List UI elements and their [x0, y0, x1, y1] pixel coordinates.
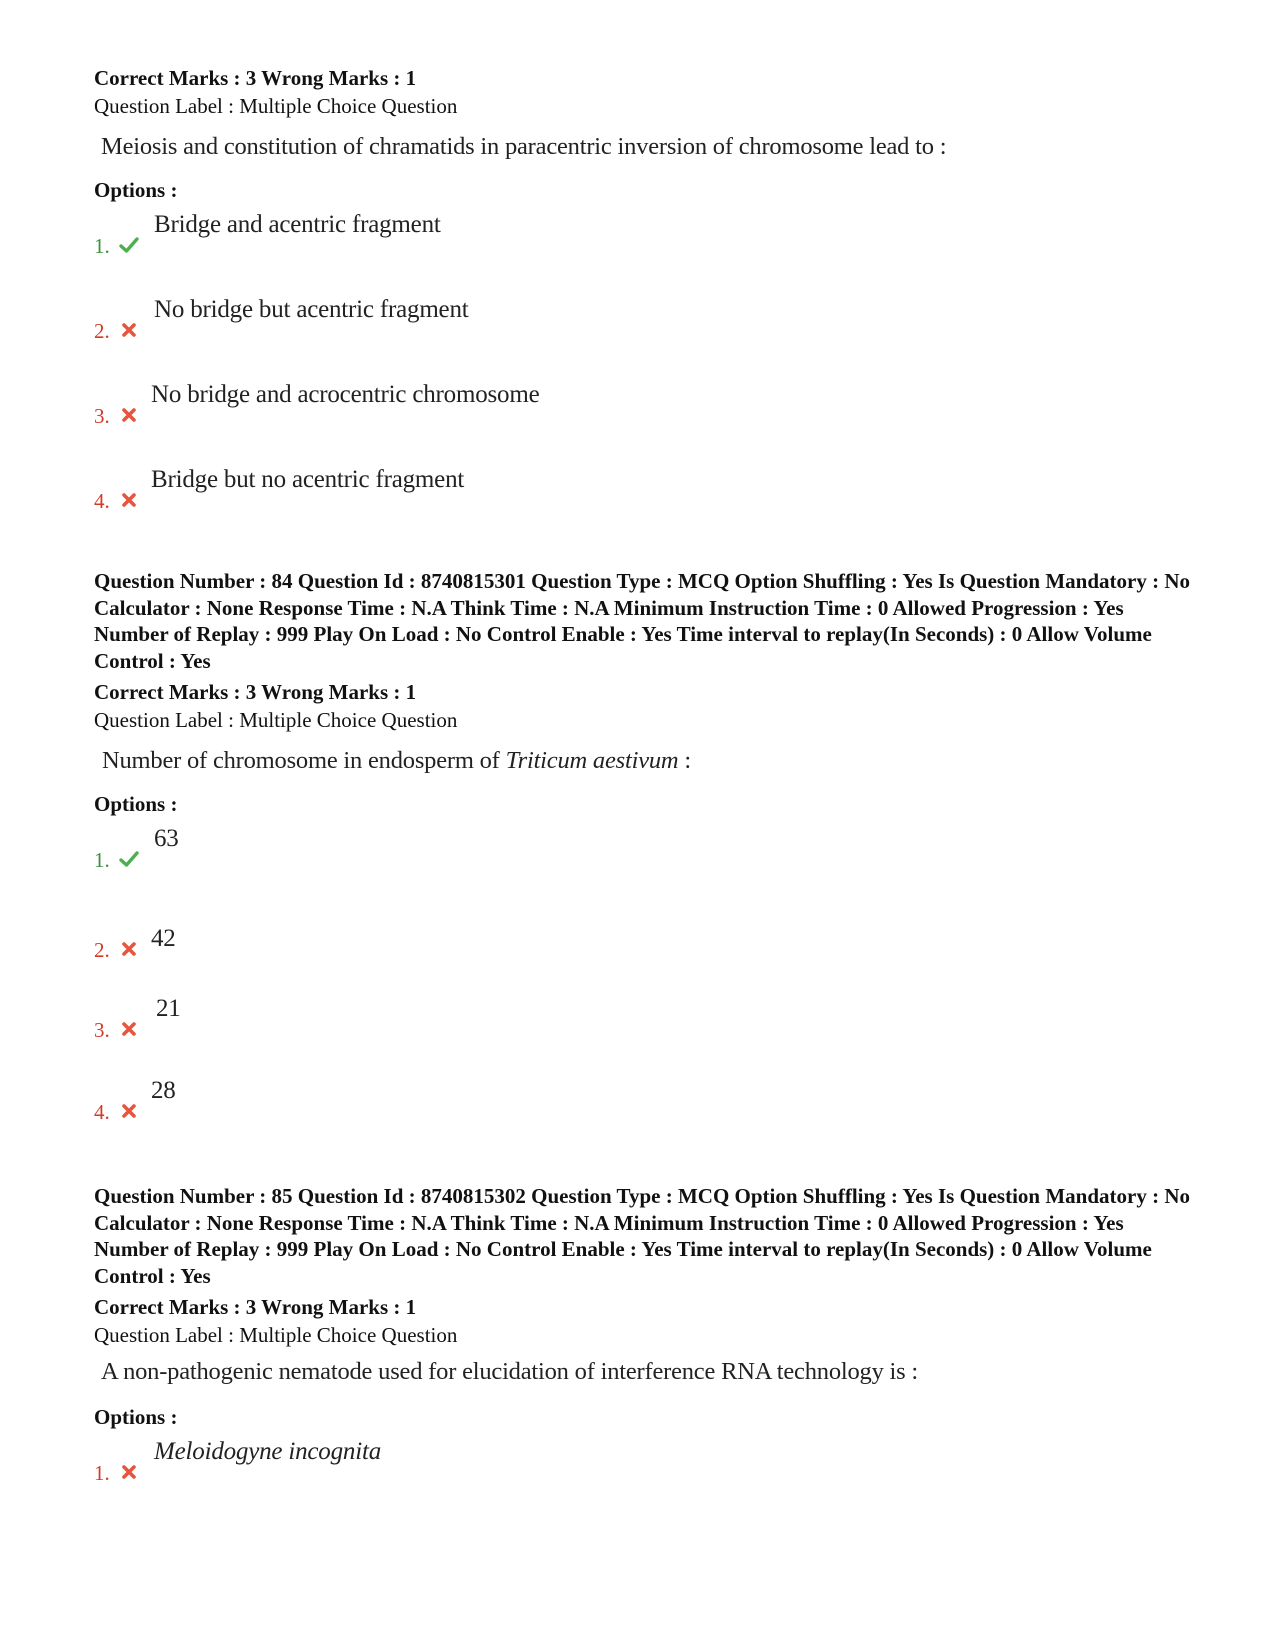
question-meta: Question Number : 85 Question Id : 8740815302 Question Type : MCQ Option Shuffling : Yes Is Question Mandatory : No Calculator : None Response Time : N.A Think Time : N.A Minimum Instruction Time : 0 Allowed Progression : Yes Number of Replay : 999 Play On Load : No Control Enable : Yes Time interval to replay(In Seconds) : 0 Allow Volume Control : Yes [94, 1184, 1190, 1288]
option-text: No bridge and acrocentric chromosome [151, 381, 540, 408]
option-text: 63 [154, 825, 179, 852]
question-text-part: Number of chromosome in endosperm of [102, 747, 506, 774]
option-text: Bridge and acentric fragment [154, 211, 441, 238]
question-block-84 [94, 568, 1194, 1159]
spacer [94, 548, 1194, 568]
cross-icon [118, 404, 140, 426]
question-label: Question Label : Multiple Choice Question [94, 708, 458, 732]
document-page [94, 64, 1194, 1520]
option-item [94, 822, 1194, 912]
option-item [94, 992, 1194, 1074]
option-text: 21 [156, 995, 181, 1022]
option-item [94, 912, 1194, 992]
option-number: 4. [94, 489, 110, 513]
cross-icon [118, 1018, 140, 1040]
option-item [94, 463, 1194, 548]
spacer [94, 1159, 1194, 1183]
question-label: Question Label : Multiple Choice Question [94, 1323, 458, 1347]
cross-icon [118, 938, 140, 960]
check-icon [118, 234, 140, 256]
option-number: 1. [94, 234, 110, 258]
option-item [94, 378, 1194, 463]
option-item [94, 1435, 1194, 1520]
question-meta: Question Number : 84 Question Id : 8740815301 Question Type : MCQ Option Shuffling : Yes Is Question Mandatory : No Calculator : None Response Time : N.A Think Time : N.A Minimum Instruction Time : 0 Allowed Progression : Yes Number of Replay : 999 Play On Load : No Control Enable : Yes Time interval to replay(In Seconds) : 0 Allow Volume Control : Yes [94, 569, 1190, 673]
option-text: 28 [151, 1077, 176, 1104]
marks-line: Correct Marks : 3 Wrong Marks : 1 [94, 1295, 417, 1319]
question-text [102, 744, 1194, 778]
marks-line: Correct Marks : 3 Wrong Marks : 1 [94, 66, 417, 90]
option-text: Bridge but no acentric fragment [151, 466, 465, 493]
question-label: Question Label : Multiple Choice Question [94, 94, 458, 118]
cross-icon [118, 1100, 140, 1122]
option-number: 3. [94, 1018, 110, 1042]
question-text-part: A non-pathogenic nematode used for elucidation of interference RNA technology is : [101, 1358, 919, 1385]
options-label: Options : [94, 178, 178, 202]
option-text: 42 [151, 925, 176, 952]
option-number: 2. [94, 938, 110, 962]
option-text: No bridge but acentric fragment [154, 296, 469, 323]
option-number: 1. [94, 848, 110, 872]
marks-line: Correct Marks : 3 Wrong Marks : 1 [94, 680, 417, 704]
question-text [101, 1355, 1194, 1389]
question-text-part: : [678, 747, 691, 774]
option-item [94, 293, 1194, 378]
question-text [101, 130, 1194, 164]
check-icon [118, 848, 140, 870]
cross-icon [118, 1461, 140, 1483]
cross-icon [118, 319, 140, 341]
question-block-85 [94, 1183, 1194, 1520]
option-number: 2. [94, 319, 110, 343]
options-label: Options : [94, 1405, 178, 1429]
option-text: Meloidogyne incognita [154, 1438, 381, 1465]
option-number: 1. [94, 1461, 110, 1485]
option-item [94, 1074, 1194, 1159]
option-item [94, 208, 1194, 293]
cross-icon [118, 489, 140, 511]
options-list [94, 822, 1194, 1159]
option-number: 3. [94, 404, 110, 428]
question-block-83 [94, 64, 1194, 548]
options-label: Options : [94, 792, 178, 816]
question-text-part: Meiosis and constitution of chramatids in paracentric inversion of chromosome lead to : [101, 133, 947, 160]
options-list [94, 1435, 1194, 1520]
species-name: Triticum aestivum [505, 747, 679, 774]
option-number: 4. [94, 1100, 110, 1124]
options-list [94, 208, 1194, 548]
